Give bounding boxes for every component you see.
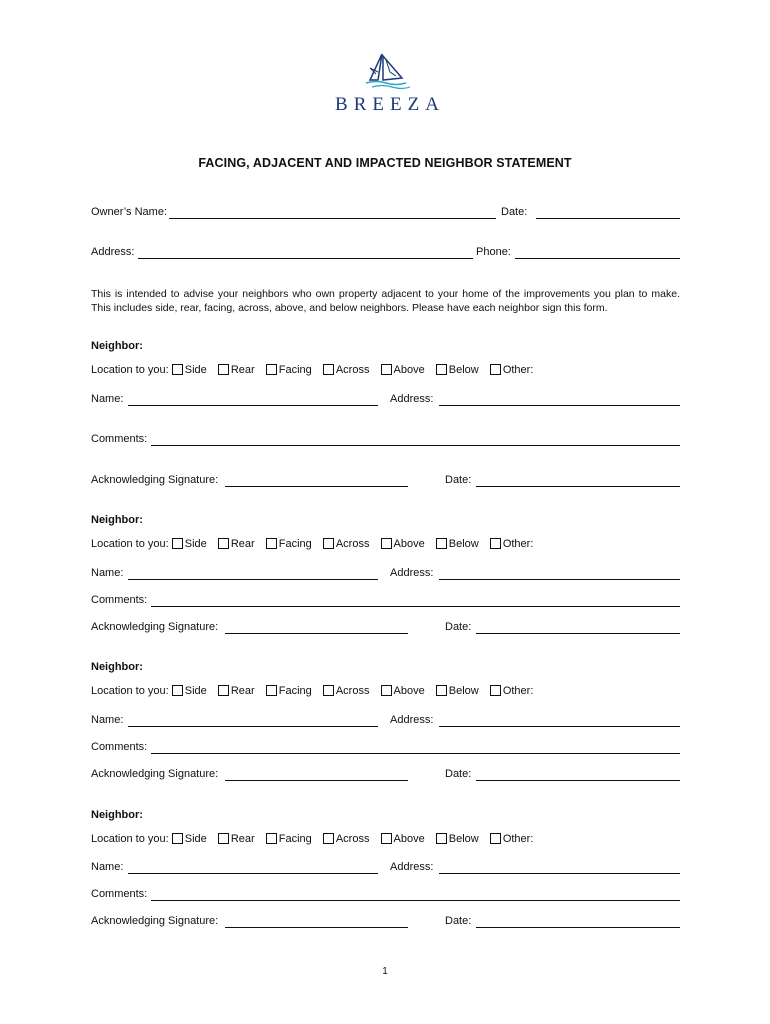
option-rear: Rear [230,364,255,377]
option-other: Other: [502,538,534,551]
below-checkbox[interactable] [436,364,447,375]
signature-row [91,474,680,490]
location-row [91,364,541,376]
name-address-row [91,393,680,409]
neighbor-heading: Neighbor: [91,661,143,673]
comments-label: Comments: [91,741,148,753]
option-facing: Facing [278,538,312,551]
address-field[interactable] [439,579,680,580]
option-across: Across [335,538,370,551]
owner-row [91,206,680,222]
location-label: Location to you: [91,685,169,698]
option-above: Above [393,833,425,846]
rear-checkbox[interactable] [218,538,229,549]
above-checkbox[interactable] [381,833,392,844]
breeza-logo [320,50,460,122]
owner-address-row [91,246,680,262]
facing-checkbox[interactable] [266,685,277,696]
address-label: Address: [390,567,434,579]
option-side: Side [184,833,207,846]
across-checkbox[interactable] [323,538,334,549]
option-rear: Rear [230,538,255,551]
option-above: Above [393,364,425,377]
page-title: FACING, ADJACENT AND IMPACTED NEIGHBOR STATEMENT [198,156,572,170]
option-facing: Facing [278,685,312,698]
address-field[interactable] [439,405,680,406]
address-label: Address: [390,393,434,405]
option-rear: Rear [230,685,255,698]
side-checkbox[interactable] [172,685,183,696]
name-field[interactable] [128,726,378,727]
owner-date-field[interactable] [536,218,680,219]
option-above: Above [393,685,425,698]
date-label: Date: [445,915,472,927]
option-across: Across [335,833,370,846]
option-side: Side [184,364,207,377]
date-field[interactable] [476,927,680,928]
name-address-row [91,714,680,730]
signature-label: Acknowledging Signature: [91,474,219,486]
other-checkbox[interactable] [490,833,501,844]
name-address-row [91,567,680,583]
side-checkbox[interactable] [172,538,183,549]
name-label: Name: [91,567,124,579]
address-field[interactable] [439,726,680,727]
comments-row [91,433,680,449]
comments-label: Comments: [91,888,148,900]
signature-label: Acknowledging Signature: [91,621,219,633]
location-label: Location to you: [91,833,169,846]
comments-label: Comments: [91,433,148,445]
owner-phone-field[interactable] [515,258,680,259]
above-checkbox[interactable] [381,364,392,375]
name-field[interactable] [128,579,378,580]
rear-checkbox[interactable] [218,833,229,844]
comments-row [91,888,680,904]
option-side: Side [184,685,207,698]
comments-field[interactable] [151,900,680,901]
rear-checkbox[interactable] [218,685,229,696]
owner-phone-label: Phone: [476,246,511,258]
option-side: Side [184,538,207,551]
option-rear: Rear [230,833,255,846]
above-checkbox[interactable] [381,685,392,696]
option-facing: Facing [278,833,312,846]
signature-label: Acknowledging Signature: [91,915,219,927]
facing-checkbox[interactable] [266,833,277,844]
signature-field[interactable] [225,780,408,781]
comments-field[interactable] [151,606,680,607]
location-row [91,685,541,697]
option-across: Across [335,685,370,698]
signature-field[interactable] [225,927,408,928]
option-other: Other: [502,685,534,698]
option-below: Below [448,685,479,698]
option-facing: Facing [278,364,312,377]
comments-row [91,594,680,610]
date-field[interactable] [476,780,680,781]
date-field[interactable] [476,633,680,634]
facing-checkbox[interactable] [266,538,277,549]
across-checkbox[interactable] [323,833,334,844]
option-other: Other: [502,833,534,846]
signature-row [91,621,680,637]
option-across: Across [335,364,370,377]
neighbor-heading: Neighbor: [91,514,143,526]
across-checkbox[interactable] [323,685,334,696]
other-checkbox[interactable] [490,685,501,696]
other-checkbox[interactable] [490,538,501,549]
owner-date-label: Date: [501,206,528,218]
name-label: Name: [91,861,124,873]
signature-label: Acknowledging Signature: [91,768,219,780]
owner-address-label: Address: [91,246,135,258]
comments-label: Comments: [91,594,148,606]
name-field[interactable] [128,405,378,406]
across-checkbox[interactable] [323,364,334,375]
page-number: 1 [382,966,388,977]
option-other: Other: [502,364,534,377]
location-row [91,538,541,550]
owner-name-label: Owner’s Name: [91,206,168,218]
address-label: Address: [390,714,434,726]
signature-row [91,915,680,931]
location-label: Location to you: [91,538,169,551]
comments-row [91,741,680,757]
intro-paragraph: This is intended to advise your neighbors who own property adjacent to your home of the improvements you plan to make. This includes side, rear, facing, across, above, and below neighbors. Please have each neighbor sign this form. [91,288,680,314]
option-below: Below [448,538,479,551]
address-label: Address: [390,861,434,873]
side-checkbox[interactable] [172,833,183,844]
option-below: Below [448,364,479,377]
address-field[interactable] [439,873,680,874]
name-label: Name: [91,714,124,726]
name-address-row [91,861,680,877]
comments-field[interactable] [151,445,680,446]
option-above: Above [393,538,425,551]
below-checkbox[interactable] [436,538,447,549]
option-below: Below [448,833,479,846]
above-checkbox[interactable] [381,538,392,549]
signature-field[interactable] [225,633,408,634]
signature-field[interactable] [225,486,408,487]
location-label: Location to you: [91,364,169,377]
owner-address-field[interactable] [138,258,473,259]
location-row [91,833,541,845]
owner-name-field[interactable] [169,218,496,219]
other-checkbox[interactable] [490,364,501,375]
neighbor-heading: Neighbor: [91,340,143,352]
logo-wordmark: BREEZA [335,94,445,115]
date-field[interactable] [476,486,680,487]
comments-field[interactable] [151,753,680,754]
side-checkbox[interactable] [172,364,183,375]
rear-checkbox[interactable] [218,364,229,375]
signature-row [91,768,680,784]
date-label: Date: [445,474,472,486]
below-checkbox[interactable] [436,833,447,844]
sailboat-logo-icon [320,50,460,96]
date-label: Date: [445,768,472,780]
facing-checkbox[interactable] [266,364,277,375]
neighbor-heading: Neighbor: [91,809,143,821]
name-field[interactable] [128,873,378,874]
date-label: Date: [445,621,472,633]
below-checkbox[interactable] [436,685,447,696]
name-label: Name: [91,393,124,405]
